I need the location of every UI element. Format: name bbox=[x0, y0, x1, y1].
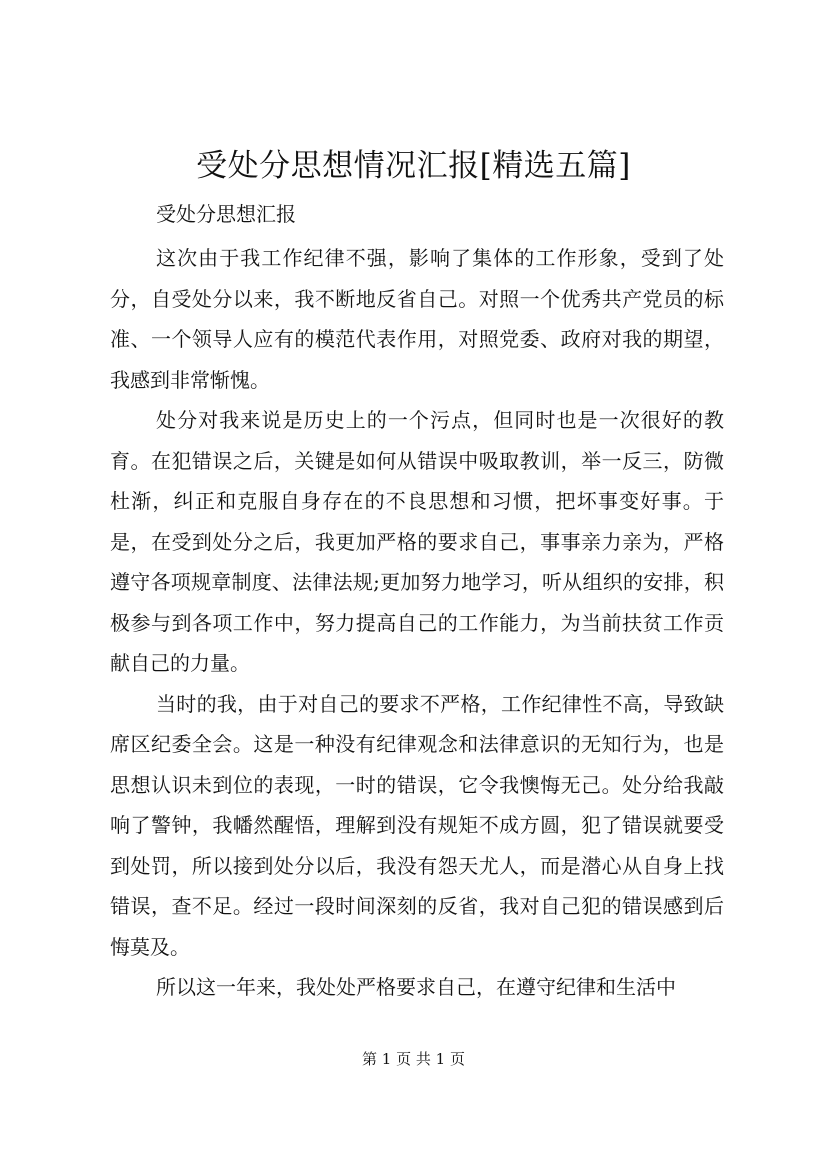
document-subheading: 受处分思想汇报 bbox=[156, 202, 296, 226]
paragraph: 所以这一年来，我处处严格要求自己，在遵守纪律和生活中 bbox=[156, 975, 676, 999]
paragraph: 当时的我，由于对自己的要求不严格，工作纪律性不高，导致缺席区纪委全会。这是一种没有纪律观念和法律意识的无知行为，也是思想认识未到位的表现，一时的错误，它令我懊悔无己。处分给我敲响了警钟，我幡然醒悟，理解到没有规矩不成方圆，犯了错误就要受到处罚，所以接到处分以后，我没有怨天尤人，而是潜心从自身上找错误，查不足。经过一段时间深刻的反省，我对自己犯的错误感到后悔莫及。 bbox=[110, 691, 724, 959]
document-body bbox=[110, 238, 724, 1008]
page-number-footer: 第 1 页 共 1 页 bbox=[362, 1050, 465, 1068]
document-title: 受处分思想情况汇报[精选五篇] bbox=[196, 148, 631, 184]
paragraph: 处分对我来说是历史上的一个污点，但同时也是一次很好的教育。在犯错误之后，关键是如何从错误中吸取教训，举一反三，防微杜渐，纠正和克服自身存在的不良思想和习惯，把坏事变好事。于是，在受到处分之后，我更加严格的要求自己，事事亲力亲为，严格遵守各项规章制度、法律法规;更加努力地学习，听从组织的安排，积极参与到各项工作中，努力提高自己的工作能力，为当前扶贫工作贡献自己的力量。 bbox=[110, 408, 724, 675]
paragraph: 这次由于我工作纪律不强，影响了集体的工作形象，受到了处分，自受处分以来，我不断地反省自己。对照一个优秀共产党员的标准、一个领导人应有的模范代表作用，对照党委、政府对我的期望，我感到非常惭愧。 bbox=[110, 246, 724, 392]
